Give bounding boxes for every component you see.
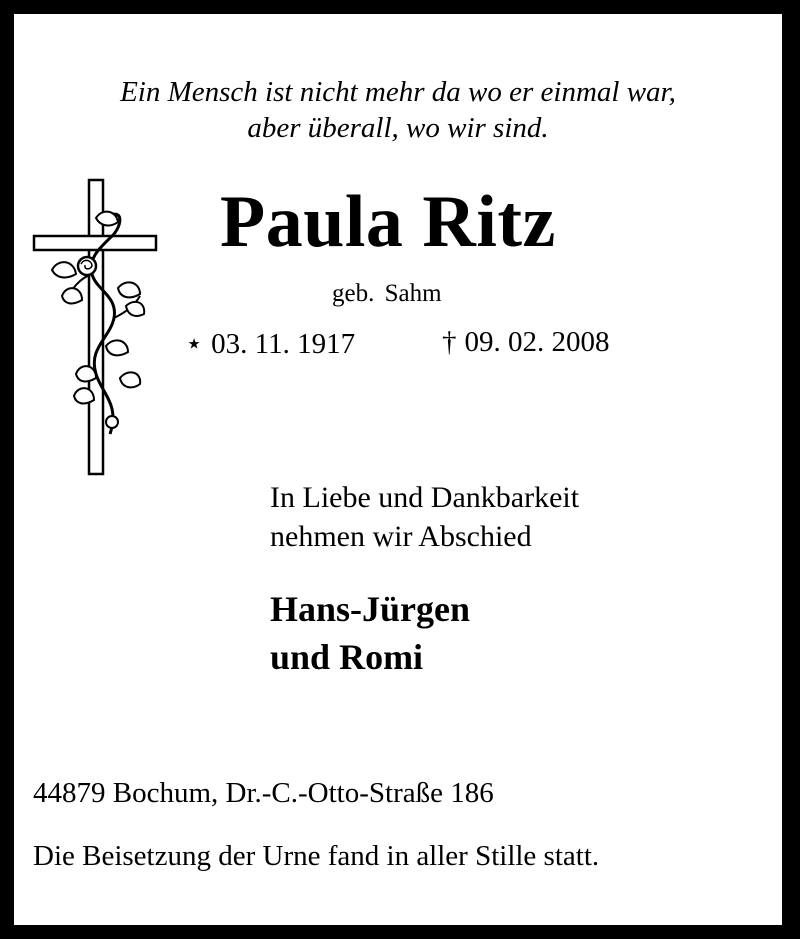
mourners-line-1: Hans-Jürgen	[270, 589, 471, 629]
death-date-line	[442, 326, 610, 359]
mourners-line-2: und Romi	[270, 637, 424, 677]
birth-date: 03. 11. 1917	[211, 328, 356, 360]
quote-line-1: Ein Mensch ist nicht mehr da wo er einmal war,	[120, 76, 676, 108]
star-icon: ⋆	[185, 328, 204, 360]
farewell-line-2: nehmen wir Abschied	[270, 520, 532, 553]
deceased-name: Paula Ritz	[220, 181, 556, 263]
farewell-line-1: In Liebe und Dankbarkeit	[270, 481, 580, 514]
address: 44879 Bochum, Dr.-C.-Otto-Straße 186	[33, 777, 494, 809]
mourners	[270, 585, 470, 681]
birth-date-line	[185, 326, 355, 361]
maiden-name: geb. Sahm	[332, 280, 442, 307]
death-date: 09. 02. 2008	[464, 326, 610, 358]
dagger-icon: †	[442, 326, 457, 358]
quote-line-2: aber überall, wo wir sind.	[247, 112, 549, 144]
burial-note: Die Beisetzung der Urne fand in aller Stille statt.	[33, 840, 600, 872]
cross-with-roses-icon	[30, 178, 160, 478]
